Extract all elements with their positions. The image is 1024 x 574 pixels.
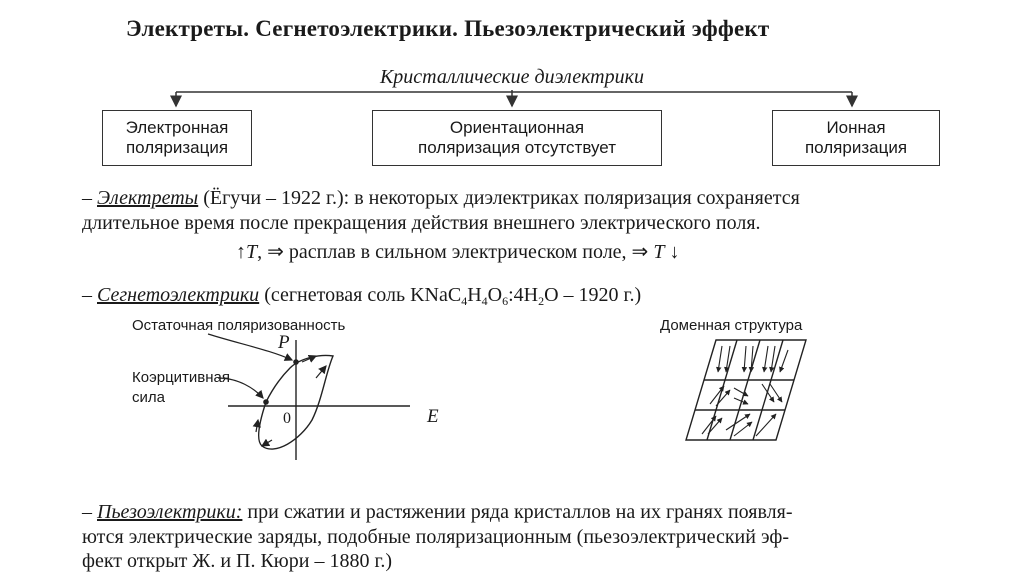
domain-outline (686, 340, 806, 440)
box-line: поляризация (125, 138, 229, 157)
axis-p-label: P (278, 332, 290, 353)
coercive-force-label-2: сила (132, 389, 165, 406)
box-line: поляризация (804, 138, 908, 157)
electrets-line-2: длительное время после прекращения действия внешнего электрического поля. (82, 212, 761, 234)
remanent-polarization-label: Остаточная поляризованность (132, 317, 346, 334)
piezo-line-3: фект открыт Ж. и П. Кюри – 1880 г.) (82, 550, 393, 572)
domain-structure-label: Доменная структура (660, 317, 803, 334)
scheme-root-label: Кристаллические диэлектрики (380, 66, 644, 88)
box-line: Ориентационная (449, 118, 585, 137)
axis-e-label: E (427, 406, 439, 427)
box-line: Электронная (125, 118, 229, 137)
electrets-term: Электреты (97, 187, 199, 209)
page-title: Электреты. Сегнетоэлектрики. Пьезоэлектрический эффект (126, 16, 770, 41)
origin-label: 0 (283, 410, 291, 427)
ferro-line: – Сегнетоэлектрики (сегнетовая соль $KNaC_4H_4O_6:4H_2O - 1920$ г.) (82, 284, 642, 308)
ferro-term: Сегнетоэлектрики (97, 284, 260, 306)
coercive-force-label-1: Коэрцитивная (132, 369, 231, 386)
box-line: поляризация отсутствует (418, 138, 616, 157)
piezo-line-2: ются электрические заряды, подобные поляризационным (пьезоэлектрический эф- (82, 526, 790, 548)
electrets-line-1: – Электреты (Ёгучи – 1922 г.): в некоторых диэлектриках поляризация сохраняется (82, 187, 800, 209)
box-line: Ионная (826, 118, 886, 137)
electrets-line-3: ↑T, ⇒ расплав в сильном электрическом поле, ⇒ T ↓ (236, 241, 680, 263)
piezo-line-1: – Пьезоэлектрики: при сжатии и растяжении ряда кристаллов на их гранях появля- (82, 501, 793, 523)
piezo-term: Пьезоэлектрики: (97, 501, 243, 523)
